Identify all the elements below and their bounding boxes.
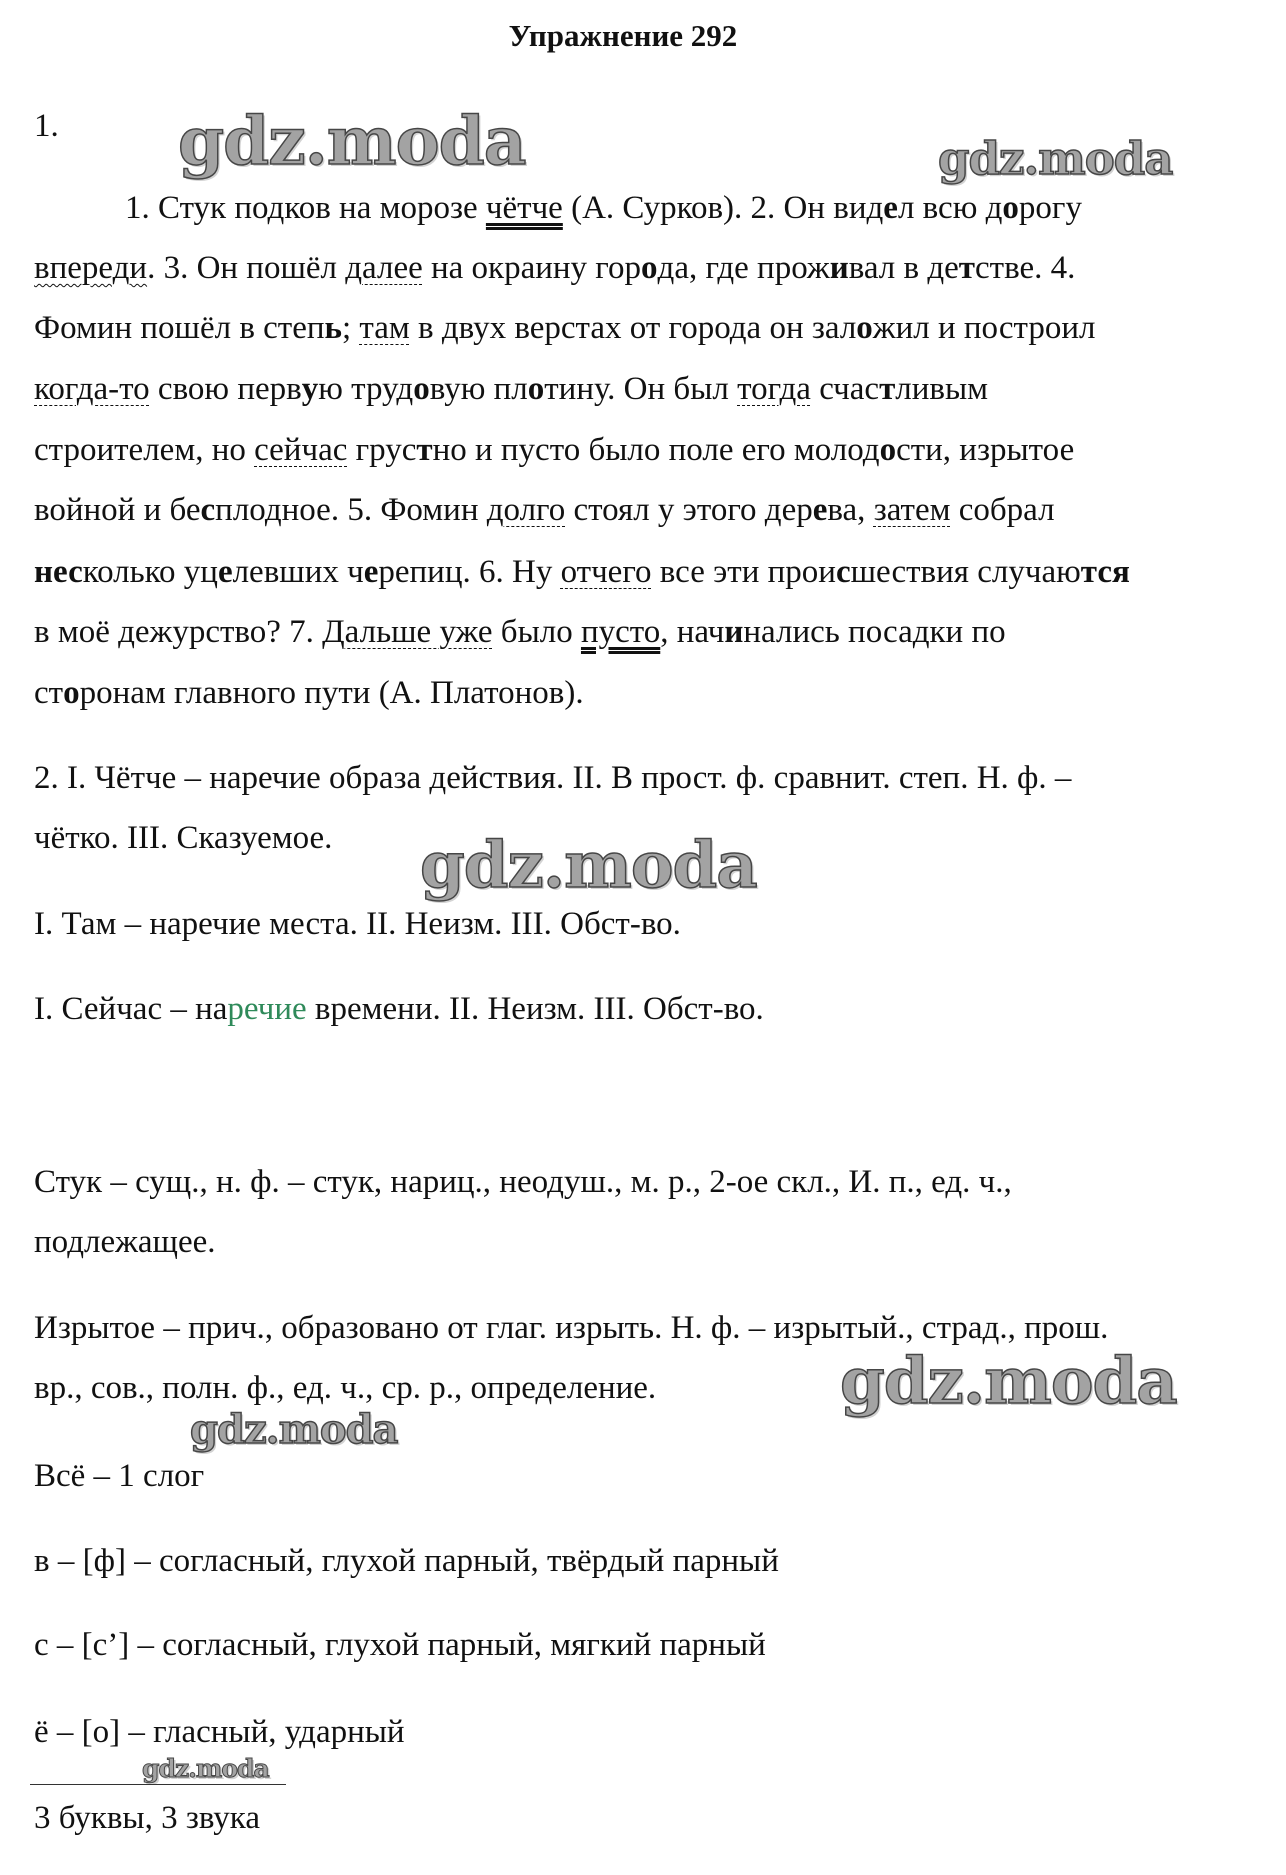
underlined-word: долго xyxy=(486,492,566,528)
text-line xyxy=(34,373,988,406)
bold-letter: и xyxy=(829,250,849,286)
text-segment: ва, xyxy=(827,492,874,528)
text-segment: в двух верстах от города он зал xyxy=(409,310,857,346)
text-segment: ; xyxy=(342,310,360,346)
underlined-word: Дальше уже xyxy=(322,614,493,650)
underlined-word: сейчас xyxy=(254,432,348,468)
underlined-word: чётче xyxy=(485,190,563,226)
text-line xyxy=(34,252,1075,285)
text-segment: войной и бе xyxy=(34,492,201,528)
text-line xyxy=(34,993,764,1026)
text-segment: сти, изрытое xyxy=(896,432,1075,468)
bold-letter: о xyxy=(1002,190,1019,226)
text-segment: ю труд xyxy=(318,371,414,407)
text-segment: вал в де xyxy=(848,250,959,286)
text-segment: 2. I. Чётче – наречие образа действия. II. В прост. ф. сравнит. степ. Н. ф. – xyxy=(34,760,1072,796)
underlined-word: впереди xyxy=(34,250,148,286)
text-segment: шествия случаю xyxy=(850,554,1081,590)
text-segment: свою перв xyxy=(149,371,302,407)
bold-letter: нес xyxy=(34,554,83,590)
text-line xyxy=(34,494,1055,527)
text-line xyxy=(34,556,1130,589)
text-line xyxy=(34,1629,766,1662)
text-segment: счас xyxy=(810,371,880,407)
bold-letter: у xyxy=(301,371,319,407)
watermark-logo: gdz.moda xyxy=(420,828,757,903)
underlined-word: затем xyxy=(873,492,951,528)
bold-letter: о xyxy=(856,310,873,346)
text-segment: ё – [о] – гласный, ударный xyxy=(34,1714,405,1750)
text-segment: подлежащее. xyxy=(34,1224,216,1260)
text-segment: нались посадки по xyxy=(743,614,1006,650)
text-line xyxy=(34,762,1071,795)
watermark-logo: gdz.moda xyxy=(178,102,526,180)
watermark-logo: gdz.moda xyxy=(142,1754,269,1783)
text-line xyxy=(34,677,584,710)
exercise-title: Упражнение 292 xyxy=(508,18,738,53)
text-segment: в моё дежурство? 7. xyxy=(34,614,323,650)
text-line xyxy=(34,822,332,855)
text-segment: стве. 4. xyxy=(975,250,1076,286)
text-segment: . 3. Он пошёл xyxy=(147,250,346,286)
text-line xyxy=(34,1802,260,1835)
text-segment: на окраину гор xyxy=(422,250,642,286)
text-line xyxy=(34,312,1095,345)
bold-letter: т xyxy=(416,432,433,468)
bold-letter: е xyxy=(812,492,828,528)
bold-letter: и xyxy=(724,614,744,650)
text-segment: плодное. 5. Фомин xyxy=(215,492,487,528)
text-segment: строителем, но xyxy=(34,432,255,468)
underlined-word: когда-то xyxy=(34,371,150,407)
text-line xyxy=(34,1545,779,1578)
text-segment: Всё – 1 слог xyxy=(34,1458,205,1494)
underlined-word: пусто xyxy=(580,614,661,650)
text-segment: было xyxy=(492,614,581,650)
text-segment: ливым xyxy=(895,371,989,407)
text-segment: л всю д xyxy=(897,190,1003,226)
bold-letter: т xyxy=(879,371,896,407)
bold-letter: о xyxy=(527,371,545,407)
underlined-word: там xyxy=(359,310,410,346)
text-line xyxy=(34,1226,216,1259)
text-segment: жил и построил xyxy=(872,310,1096,346)
text-line xyxy=(34,616,1006,649)
text-segment: времени. II. Неизм. III. Обст-во. xyxy=(306,991,764,1027)
bold-letter: ь xyxy=(324,310,342,346)
text-line xyxy=(34,1716,405,1749)
text-segment: рогу xyxy=(1018,190,1082,226)
text-segment: , нач xyxy=(660,614,725,650)
text-segment: все эти прои xyxy=(651,554,836,590)
text-segment: вую пл xyxy=(429,371,528,407)
text-segment: левших ч xyxy=(232,554,364,590)
text-segment: колько уц xyxy=(82,554,218,590)
text-line xyxy=(34,434,1074,467)
underlined-word: тогда xyxy=(737,371,811,407)
footnote-divider xyxy=(30,1784,286,1785)
bold-letter: е xyxy=(363,554,379,590)
text-segment: да, где прож xyxy=(657,250,830,286)
bold-letter: о xyxy=(879,432,897,468)
bold-letter: о xyxy=(413,371,430,407)
watermark-logo: gdz.moda xyxy=(938,132,1173,185)
text-line xyxy=(125,192,1082,225)
bold-letter: е xyxy=(217,554,233,590)
text-segment: I. Там – наречие места. II. Неизм. III. Обст-во. xyxy=(34,906,681,942)
text-segment: с – [с’] – согласный, глухой парный, мягкий парный xyxy=(34,1627,766,1663)
text-segment: 1. Стук подков на морозе xyxy=(125,190,486,226)
underlined-word: отчего xyxy=(560,554,652,590)
bold-letter: с xyxy=(835,554,851,590)
text-line xyxy=(34,1166,1012,1199)
text-segment: тину. Он был xyxy=(544,371,738,407)
text-segment: I. Сейчас – на xyxy=(34,991,228,1027)
text-segment: собрал xyxy=(950,492,1055,528)
watermark-logo: gdz.moda xyxy=(190,1406,398,1453)
bold-letter: о xyxy=(641,250,658,286)
text-segment: грус xyxy=(347,432,417,468)
bold-letter: т xyxy=(958,250,975,286)
bold-letter: е xyxy=(883,190,898,226)
text-segment: речие xyxy=(227,991,307,1027)
text-segment: Фомин пошёл в степ xyxy=(34,310,325,346)
bold-letter: о xyxy=(63,675,80,711)
bold-letter: тся xyxy=(1080,554,1130,590)
text-segment: репиц. 6. Ну xyxy=(378,554,561,590)
text-line xyxy=(34,908,681,941)
text-segment: Стук – сущ., н. ф. – стук, нариц., неодуш., м. р., 2-ое скл., И. п., ед. ч., xyxy=(34,1164,1012,1200)
bold-letter: с xyxy=(200,492,216,528)
text-segment: вр., сов., полн. ф., ед. ч., ср. р., определение. xyxy=(34,1370,657,1406)
watermark-logo: gdz.moda xyxy=(840,1344,1177,1419)
text-segment: чётко. III. Сказуемое. xyxy=(34,820,333,856)
text-line xyxy=(34,1372,656,1405)
text-line xyxy=(34,1460,204,1493)
text-line xyxy=(34,1312,1108,1345)
underlined-word: далее xyxy=(345,250,423,286)
text-segment: ронам главного пути (А. Платонов). xyxy=(79,675,584,711)
text-segment: (А. Сурков). 2. Он вид xyxy=(562,190,884,226)
section-number: 1. xyxy=(34,108,59,144)
text-segment: 3 буквы, 3 звука xyxy=(34,1800,260,1836)
text-segment: в – [ф] – согласный, глухой парный, твёрдый парный xyxy=(34,1543,779,1579)
text-segment: но и пусто было поле его молод xyxy=(432,432,880,468)
text-segment: ст xyxy=(34,675,64,711)
text-segment: Изрытое – прич., образовано от глаг. изрыть. Н. ф. – изрытый., страд., прош. xyxy=(34,1310,1109,1346)
text-segment: стоял у этого дер xyxy=(565,492,813,528)
